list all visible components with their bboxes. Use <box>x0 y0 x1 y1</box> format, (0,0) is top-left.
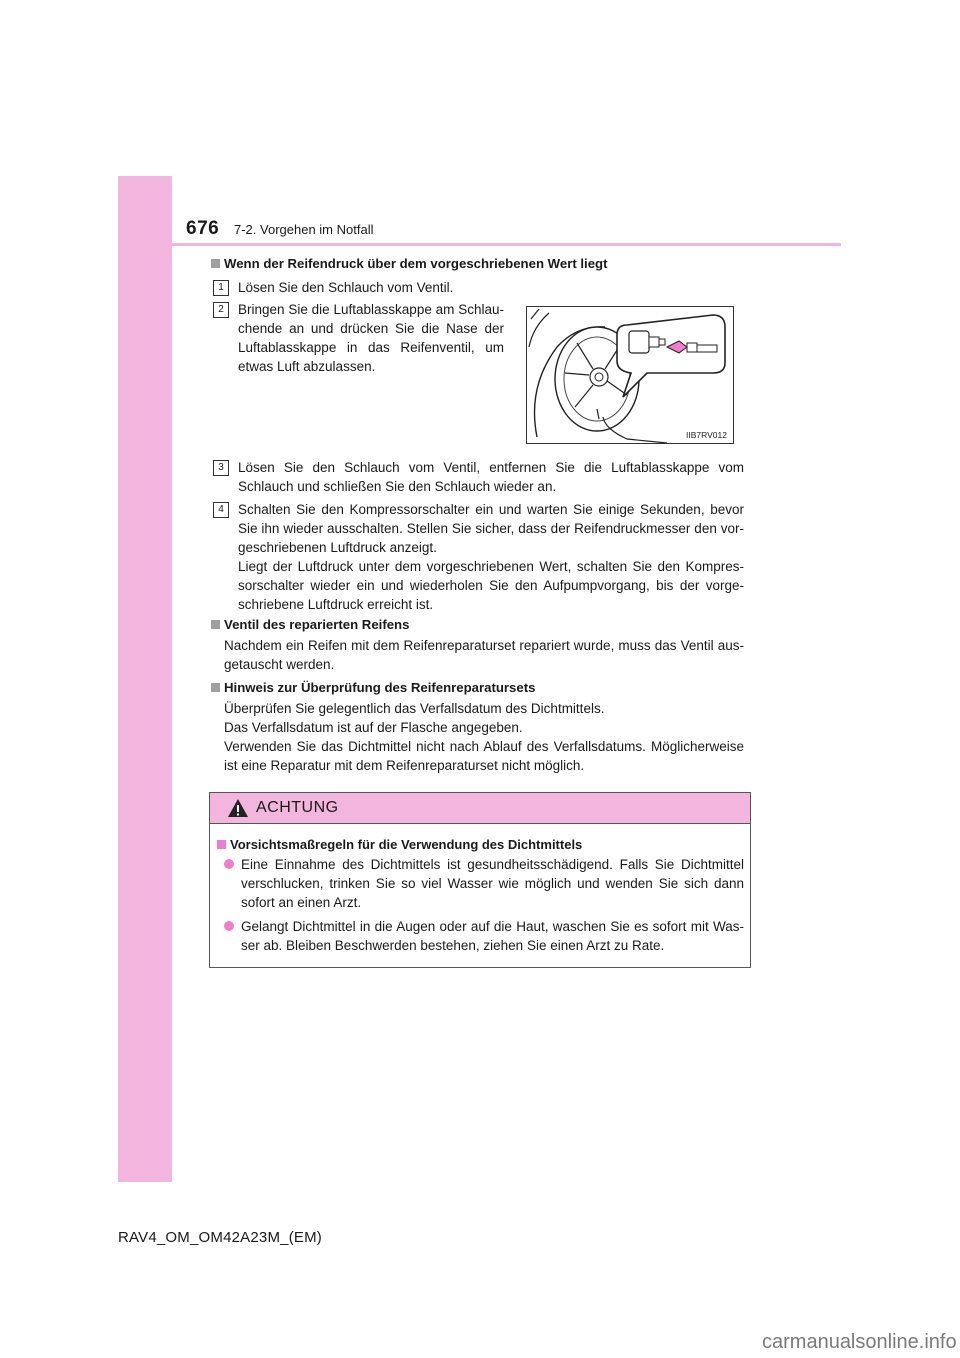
step-3-text: Lösen Sie den Schlauch vom Ventil, entfernen Sie die Luftablasskappe vom Schlauch und schließen Sie den Schlauch wieder an. <box>238 460 744 494</box>
bullet-dot-icon <box>224 921 234 931</box>
valve-illustration <box>526 306 734 444</box>
section3-line-3: Verwenden Sie das Dichtmittel nicht nach Ablauf des Verfallsdatums. Möglicherweise ist eine Reparatur mit dem Reifenreparaturset nicht möglich. <box>224 739 744 773</box>
section2-heading-text: Ventil des reparierten Reifens <box>224 617 410 632</box>
section1-heading-text: Wenn der Reifendruck über dem vorgeschriebenen Wert liegt <box>224 256 608 271</box>
tire-valve-drawing <box>527 307 733 443</box>
warning-triangle-icon <box>227 798 249 818</box>
watermark: carmanualsonline.info <box>762 1331 957 1353</box>
warning-bullet-2 <box>224 917 744 955</box>
warning-bullet-1 <box>224 855 744 912</box>
heading-square-icon <box>211 620 220 629</box>
warning-subheading <box>217 837 582 852</box>
page-side-tab <box>118 176 172 1182</box>
page-number: 676 <box>186 218 220 239</box>
section-title: 7-2. Vorgehen im Notfall <box>234 222 374 237</box>
heading-square-icon <box>211 683 220 692</box>
heading-square-icon <box>217 840 226 849</box>
step-number-1: 1 <box>213 280 229 296</box>
warning-bullet-2-text: Gelangt Dichtmittel in die Augen oder auf die Haut, waschen Sie es sofort mit Was-ser ab. Bleiben Beschwerden bestehen, ziehen Sie einen Arzt zu Rate. <box>241 919 744 953</box>
figure-code: IIB7RV012 <box>686 430 727 440</box>
warning-box <box>209 792 751 968</box>
section2-text: Nachdem ein Reifen mit dem Reifenreparaturset repariert wurde, muss das Ventil aus-getauscht werden. <box>224 638 744 672</box>
warning-bullet-1-text: Eine Einnahme des Dichtmittels ist gesundheitsschädigend. Falls Sie Dichtmittel verschlucken, trinken Sie so viel Wasser wie möglich und wenden Sie sich dann sofort an einen Arzt. <box>241 857 744 910</box>
step-number-4: 4 <box>213 502 229 518</box>
heading-square-icon <box>211 259 220 268</box>
section3-heading-text: Hinweis zur Überprüfung des Reifenreparatursets <box>224 680 536 695</box>
document-code: RAV4_OM_OM42A23M_(EM) <box>118 1229 322 1246</box>
bullet-dot-icon <box>224 859 234 869</box>
step-number-2: 2 <box>213 302 229 318</box>
warning-subheading-text: Vorsichtsmaßregeln für die Verwendung des Dichtmittels <box>230 837 583 852</box>
section2-heading <box>211 617 409 632</box>
section3-heading <box>211 680 535 695</box>
step-2-text: Bringen Sie die Luftablasskappe am Schlau-chende an und drücken Sie die Nase der Luftablasskappe in das Reifenventil, um etwas Luft abzulassen. <box>238 302 504 374</box>
step-4-line-1: Schalten Sie den Kompressorschalter ein und warten Sie einige Sekunden, bevor Sie ihn wieder ausschalten. Stellen Sie sicher, dass der Reifendruckmesser den vor-geschriebenen Luftdruck anzeigt. <box>238 502 744 555</box>
step-4-text <box>238 500 744 614</box>
warning-title: ACHTUNG <box>256 799 339 816</box>
section1-heading <box>211 256 608 271</box>
warning-header <box>210 793 750 824</box>
step-4-line-2: Liegt der Luftdruck unter dem vorgeschriebenen Wert, schalten Sie den Kompres-sorschalter wieder ein und wiederholen Sie den Aufpumpvorgang, bis der vorge-schriebene Luftdruck erreicht ist. <box>238 559 744 612</box>
step-number-3: 3 <box>213 460 229 476</box>
section3-line-2: Das Verfallsdatum ist auf der Flasche angegeben. <box>224 720 523 735</box>
step-1-text: Lösen Sie den Schlauch vom Ventil. <box>238 280 454 295</box>
section3-line-1: Überprüfen Sie gelegentlich das Verfallsdatum des Dichtmittels. <box>224 701 605 716</box>
header-divider <box>118 243 841 246</box>
section3-text <box>224 699 744 775</box>
